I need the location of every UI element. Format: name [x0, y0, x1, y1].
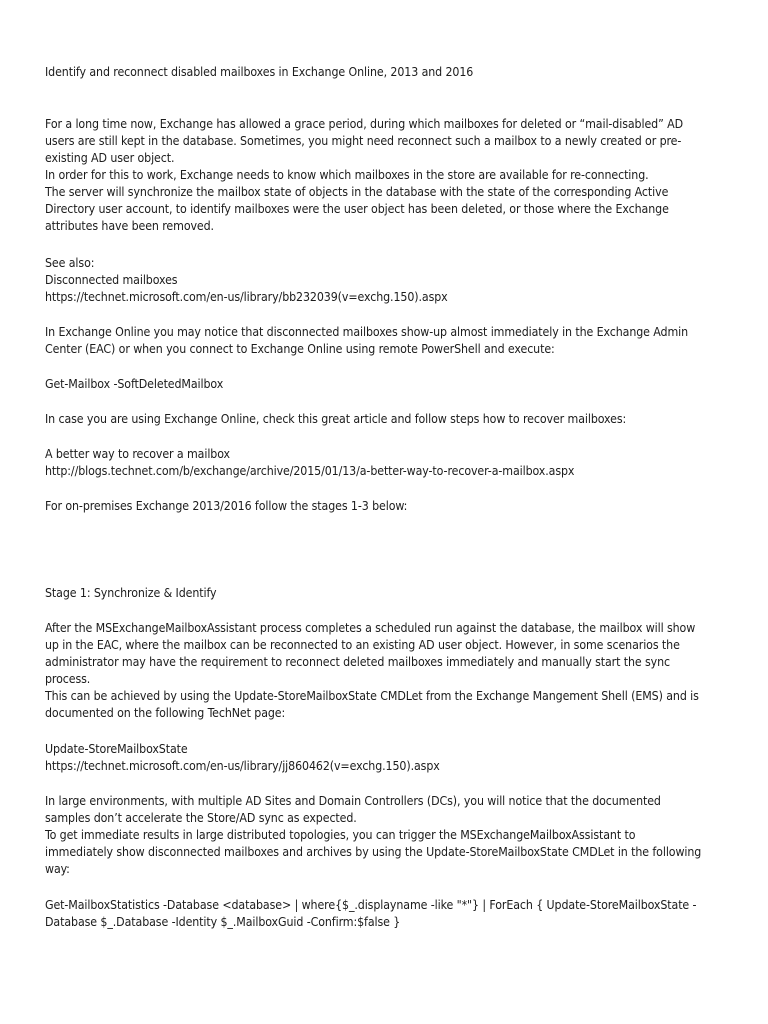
reference-title: Update-StoreMailboxState — [45, 742, 188, 756]
mailboxstatistics-command: Get-MailboxStatistics -Database <database> | where{$_.displayname -like "*"} | ForEach { Update-StoreMailboxState - Database $_.Database -Identity $_.MailboxGuid -Confirm:$false } — [45, 898, 697, 929]
stage-1-paragraph: After the MSExchangeMailboxAssistant process completes a scheduled run against the database, the mailbox will show up in the EAC, where the mailbox can be reconnected to an existing AD user object. However, in some scenarios the administrator may have the requirement to reconnect deleted mailboxes immediately and manually start the sync process. This can be achieved by using the Update-StoreMailboxState CMDLet from the Exchange Mangement Shell (EMS) and is documented on the following TechNet page: — [45, 621, 699, 720]
online-article-note: In case you are using Exchange Online, check this great article and follow steps how to recover mailboxes: — [45, 412, 627, 426]
softdeleted-command: Get-Mailbox -SoftDeletedMailbox — [45, 377, 224, 391]
on-premises-note: For on-premises Exchange 2013/2016 follow the stages 1-3 below: — [45, 499, 408, 513]
reference-url: https://technet.microsoft.com/en-us/library/jj860462(v=exchg.150).aspx — [45, 759, 440, 773]
see-also-url: https://technet.microsoft.com/en-us/library/bb232039(v=exchg.150).aspx — [45, 290, 448, 304]
see-also-label: See also: — [45, 256, 95, 270]
large-environments-paragraph: In large environments, with multiple AD Sites and Domain Controllers (DCs), you will notice that the documented samples don’t accelerate the Store/AD sync as expected. To get immediate results in large distributed topologies, you can trigger the MSExchangeMailboxAssistant to immediately show disconnected mailboxes and archives by using the Update-StoreMailboxState CMDLet in the following way: — [45, 794, 702, 876]
article-title: A better way to recover a mailbox — [45, 447, 230, 461]
document-title: Identify and reconnect disabled mailboxes in Exchange Online, 2013 and 2016 — [45, 65, 474, 79]
see-also-item: Disconnected mailboxes — [45, 273, 178, 287]
article-url: http://blogs.technet.com/b/exchange/archive/2015/01/13/a-better-way-to-recover-a-mailbox.aspx — [45, 464, 575, 478]
exchange-online-paragraph: In Exchange Online you may notice that disconnected mailboxes show-up almost immediately in the Exchange Admin Center (EAC) or when you connect to Exchange Online using remote PowerShell and execute: — [45, 325, 689, 356]
intro-paragraph: For a long time now, Exchange has allowed a grace period, during which mailboxes for deleted or “mail-disabled” AD users are still kept in the database. Sometimes, you might need reconnect such a mailbox to a newly created or pre- existing AD user object. In order for this to work, Exchange needs to know which mailboxes in the store are available for re-connecting. The server will synchronize the mailbox state of objects in the database with the state of the corresponding Active Directory user account, to identify mailboxes were the user object has been deleted, or those where the Exchange attributes have been removed. — [45, 117, 684, 233]
stage-1-heading: Stage 1: Synchronize & Identify — [45, 586, 217, 600]
